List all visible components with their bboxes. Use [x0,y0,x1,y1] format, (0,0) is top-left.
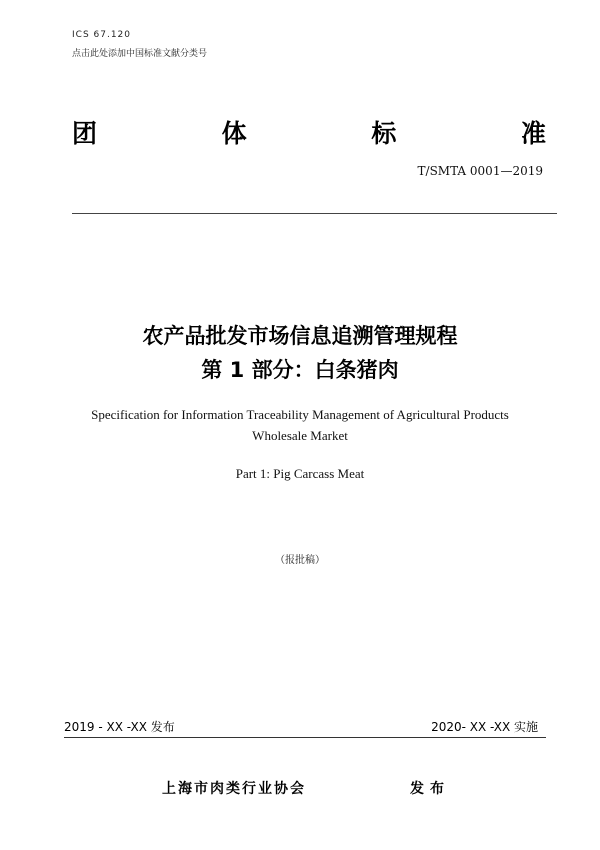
publisher-name: 上海市肉类行业协会 [162,781,306,797]
standard-type-char: 准 [520,119,546,148]
classification-hint: 点击此处添加中国标准文献分类号 [72,49,208,59]
title-chinese: 农产品批发市场信息追溯管理规程 [142,324,458,348]
publish-label: 发布 [410,781,450,797]
standard-type-char: 团 [72,119,98,148]
bottom-divider [64,737,546,738]
standard-type-char: 标 [371,119,397,148]
title-english-line-1: Specification for Information Traceability Management of Agricultural Products [91,407,509,422]
standard-code: T/SMTA 0001—2019 [417,164,543,178]
subtitle-chinese: 第 1 部分：白条猪肉 [201,358,399,382]
implementation-date: 2020- XX -XX 实施 [431,720,538,734]
title-english-line-2: Wholesale Market [252,428,348,443]
standard-type-char: 体 [221,119,247,148]
issue-date: 2019 - XX -XX 发布 [64,720,175,734]
top-divider [72,213,557,214]
part-english: Part 1: Pig Carcass Meat [235,466,365,481]
standard-type-heading [72,114,546,150]
ics-code: ICS 67.120 [72,30,132,40]
draft-status: （报批稿） [275,555,325,566]
